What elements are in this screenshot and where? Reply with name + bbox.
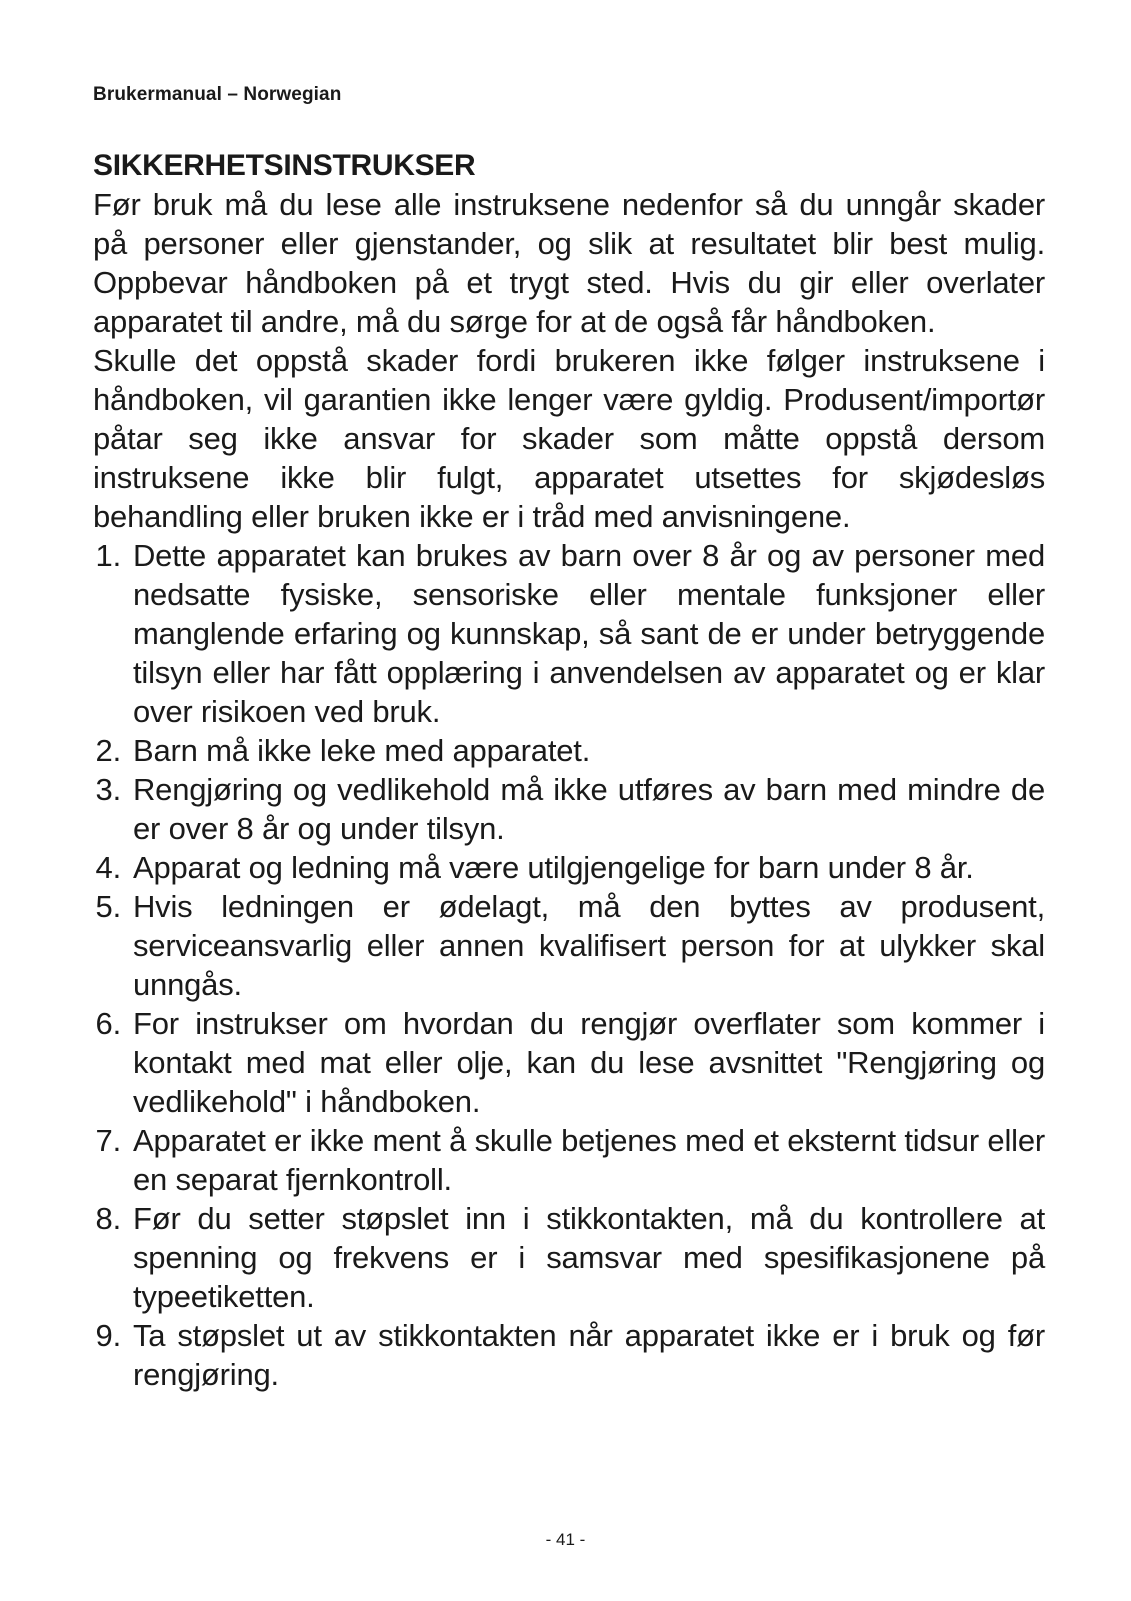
list-item-number: 6. [95, 1006, 121, 1041]
safety-instructions-list [93, 536, 1045, 1394]
list-item [93, 1004, 1045, 1121]
page-number: - 41 - [545, 1530, 586, 1549]
list-item-text: For instrukser om hvordan du rengjør overflater som kommer i kontakt med mat eller olje, kan du lese avsnittet "Rengjøring og vedlikehold" i håndboken. [133, 1006, 1045, 1119]
list-item [93, 848, 1045, 887]
list-item-text: Barn må ikke leke med apparatet. [133, 733, 591, 768]
list-item [93, 731, 1045, 770]
list-item-number: 8. [95, 1201, 121, 1236]
list-item-text: Apparat og ledning må være utilgjengelige for barn under 8 år. [133, 850, 974, 885]
list-item-number: 9. [95, 1318, 121, 1353]
list-item [93, 770, 1045, 848]
list-item-text: Før du setter støpslet inn i stikkontakten, må du kontrollere at spenning og frekvens er i samsvar med spesifikasjonene på typeetiketten. [133, 1201, 1045, 1314]
warranty-paragraph: Skulle det oppstå skader fordi brukeren ikke følger instruksene i håndboken, vil garantien ikke lenger være gyldig. Produsent/importør påtar seg ikke ansvar for skader som måtte oppstå dersom instruksene ikke blir fulgt, apparatet utsettes for skjødesløs behandling eller bruken ikke er i tråd med anvisningene. [93, 343, 1045, 534]
running-header: Brukermanual – Norwegian [93, 84, 342, 105]
list-item-number: 2. [95, 733, 121, 768]
intro-paragraph: Før bruk må du lese alle instruksene nedenfor så du unngår skader på personer eller gjenstander, og slik at resultatet blir best mulig. Oppbevar håndboken på et trygt sted. Hvis du gir eller overlater apparatet til andre, må du sørge for at de også får håndboken. [93, 187, 1045, 339]
list-item [93, 536, 1045, 731]
list-item-number: 4. [95, 850, 121, 885]
list-item-text: Rengjøring og vedlikehold må ikke utføres av barn med mindre de er over 8 år og under tilsyn. [133, 772, 1045, 846]
list-item-text: Ta støpslet ut av stikkontakten når apparatet ikke er i bruk og før rengjøring. [133, 1318, 1045, 1392]
list-item-number: 7. [95, 1123, 121, 1158]
list-item-number: 3. [95, 772, 121, 807]
list-item-number: 5. [95, 889, 121, 924]
list-item-text: Apparatet er ikke ment å skulle betjenes med et eksternt tidsur eller en separat fjernkontroll. [133, 1123, 1045, 1197]
list-item [93, 887, 1045, 1004]
section-title: SIKKERHETSINSTRUKSER [93, 149, 476, 182]
page-content [93, 147, 1045, 1394]
list-item-text: Hvis ledningen er ødelagt, må den byttes av produsent, serviceansvarlig eller annen kvalifisert person for at ulykker skal unngås. [133, 889, 1045, 1002]
list-item-text: Dette apparatet kan brukes av barn over 8 år og av personer med nedsatte fysiske, sensoriske eller mentale funksjoner eller manglende erfaring og kunnskap, så sant de er under betryggende tilsyn eller har fått opplæring i anvendelsen av apparatet og er klar over risikoen ved bruk. [133, 538, 1045, 729]
list-item [93, 1121, 1045, 1199]
list-item [93, 1316, 1045, 1394]
list-item [93, 1199, 1045, 1316]
list-item-number: 1. [95, 538, 121, 573]
